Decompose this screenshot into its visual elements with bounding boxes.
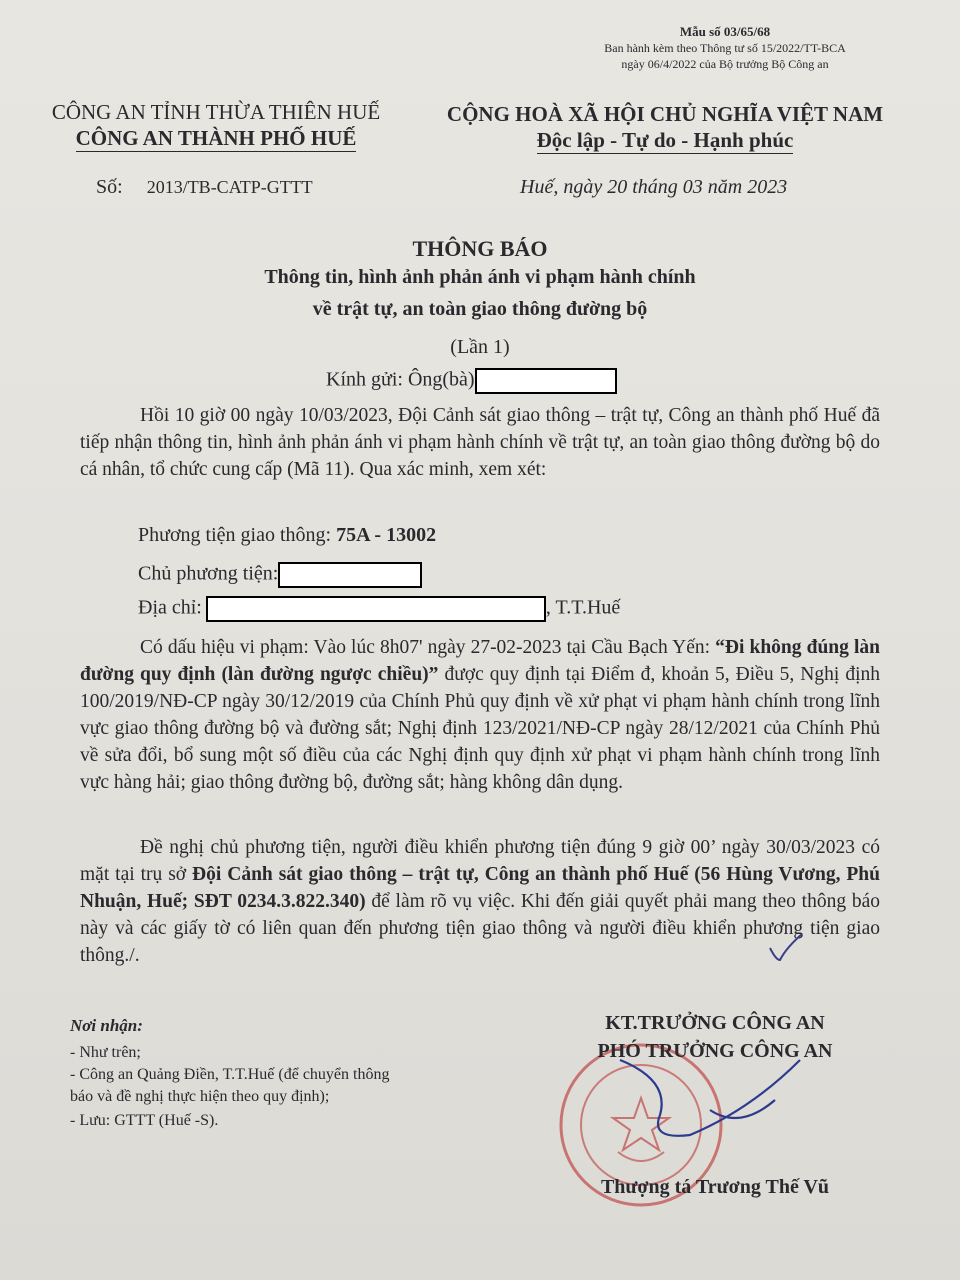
issuing-agency xyxy=(36,126,396,151)
request-intro: Đề nghị chủ phương tiện, người điều khiển phương tiện đúng 9 giờ 00’ ngày 30/03/2023 có mặt tại trụ sở xyxy=(80,837,880,885)
vehicle-label: Phương tiện giao thông: xyxy=(138,524,337,546)
recipient-item-2: - Công an Quảng Điền, T.T.Huế (để chuyển thông xyxy=(70,1066,390,1083)
document-subtitle-1: Thông tin, hình ảnh phản ánh vi phạm hành chính xyxy=(264,266,696,288)
violation-legal-basis: được quy định tại Điểm đ, khoản 5, Điều 5, Nghị định 100/2019/NĐ-CP ngày 30/12/2019 của Chính Phủ quy định về xử phạt vi phạm hành chính trong lĩnh vực giao thông đường bộ và đường sắt; Nghị định 123/2021/NĐ-CP ngày 28/12/2021 của Chính Phủ về sửa đổi, bổ sung một số điều của các Nghị định quy định xử phạt vi phạm hành chính trong lĩnh vực hàng hải; giao thông đường bộ, đường sắt; hàng không dân dụng. xyxy=(80,664,880,793)
handwritten-signature xyxy=(600,1040,820,1160)
redacted-address-box xyxy=(206,596,546,622)
signatory-title-2: PHÓ TRƯỞNG CÔNG AN xyxy=(597,1040,833,1062)
national-motto-text: Độc lập - Tự do - Hạnh phúc xyxy=(536,128,794,152)
form-issued-by: ngày 06/4/2022 của Bộ trưởng Bộ Công an xyxy=(621,57,829,71)
violation-intro: Có dấu hiệu vi phạm: Vào lúc 8h07' ngày 27-02-2023 tại Cầu Bạch Yến: xyxy=(140,637,716,658)
recipient-line xyxy=(326,368,617,394)
form-number: Mẫu số 03/65/68 xyxy=(679,24,771,39)
national-title: CỘNG HOÀ XÃ HỘI CHỦ NGHĨA VIỆT NAM xyxy=(446,102,884,126)
document-date: Huế, ngày 20 tháng 03 năm 2023 xyxy=(520,176,788,198)
document-number xyxy=(96,176,313,199)
address-field xyxy=(138,596,620,622)
address-label: Địa chỉ: xyxy=(138,596,202,619)
vehicle-plate: 75A - 13002 xyxy=(336,524,437,546)
request-rest: để làm rõ vụ việc. Khi đến giải quyết phải mang theo thông báo này và các giấy tờ có liên quan đến phương tiện giao thông và người điều khiển phương tiện giao thông./. xyxy=(80,891,880,966)
request-place: Đội Cảnh sát giao thông – trật tự, Công an thành phố Huế (56 Hùng Vương, Phú Nhuận, Huế; SĐT 0234.3.822.340) xyxy=(80,864,881,912)
document-subtitle-2: về trật tự, an toàn giao thông đường bộ xyxy=(312,298,648,320)
form-issued-with: Ban hành kèm theo Thông tư số 15/2022/TT-BCA xyxy=(604,41,846,55)
signer-name: Thượng tá Trương Thế Vũ xyxy=(600,1176,830,1198)
recipient-item-3: - Lưu: GTTT (Huế -S). xyxy=(70,1112,219,1129)
national-motto xyxy=(430,128,900,153)
owner-label: Chủ phương tiện: xyxy=(138,562,279,585)
document-number-label: Số: xyxy=(96,176,123,198)
address-suffix: , T.T.Huế xyxy=(545,596,621,619)
form-number-block xyxy=(560,24,890,72)
paragraph-violation xyxy=(80,634,880,796)
owner-field xyxy=(138,562,422,588)
redacted-owner-box xyxy=(278,562,422,588)
paragraph-intro: Hồi 10 giờ 00 ngày 10/03/2023, Đội Cảnh sát giao thông – trật tự, Công an thành phố Huế đã tiếp nhận thông tin, hình ảnh phản ánh vi phạm hành chính về trật tự, an toàn giao thông đường bộ do cá nhân, tổ chức cung cấp (Mã 11). Qua xác minh, xem xét: xyxy=(80,405,880,480)
redacted-recipient-box xyxy=(475,368,617,394)
handwritten-tick-mark xyxy=(766,930,806,964)
document-title: THÔNG BÁO xyxy=(412,236,548,261)
recipient-item-2-cont: báo và đề nghị thực hiện theo quy định); xyxy=(70,1088,330,1105)
paragraph-request xyxy=(80,834,880,969)
parent-agency: CÔNG AN TỈNH THỪA THIÊN HUẾ xyxy=(51,100,381,124)
recipients-title: Nơi nhận: xyxy=(70,1016,143,1035)
vehicle-field xyxy=(138,524,436,547)
document-number-value: 2013/TB-CATP-GTTT xyxy=(146,177,313,197)
issuing-agency-text: CÔNG AN THÀNH PHỐ HUẾ xyxy=(75,126,357,150)
recipient-item-1: - Như trên; xyxy=(70,1044,141,1061)
signatory-title-1: KT.TRƯỞNG CÔNG AN xyxy=(605,1012,825,1034)
recipient-label: Kính gửi: Ông(bà) xyxy=(326,368,475,391)
notice-sequence: (Lần 1) xyxy=(450,336,510,358)
violation-name: “Đi không đúng làn đường quy định (làn đường ngược chiều)” xyxy=(80,637,881,685)
